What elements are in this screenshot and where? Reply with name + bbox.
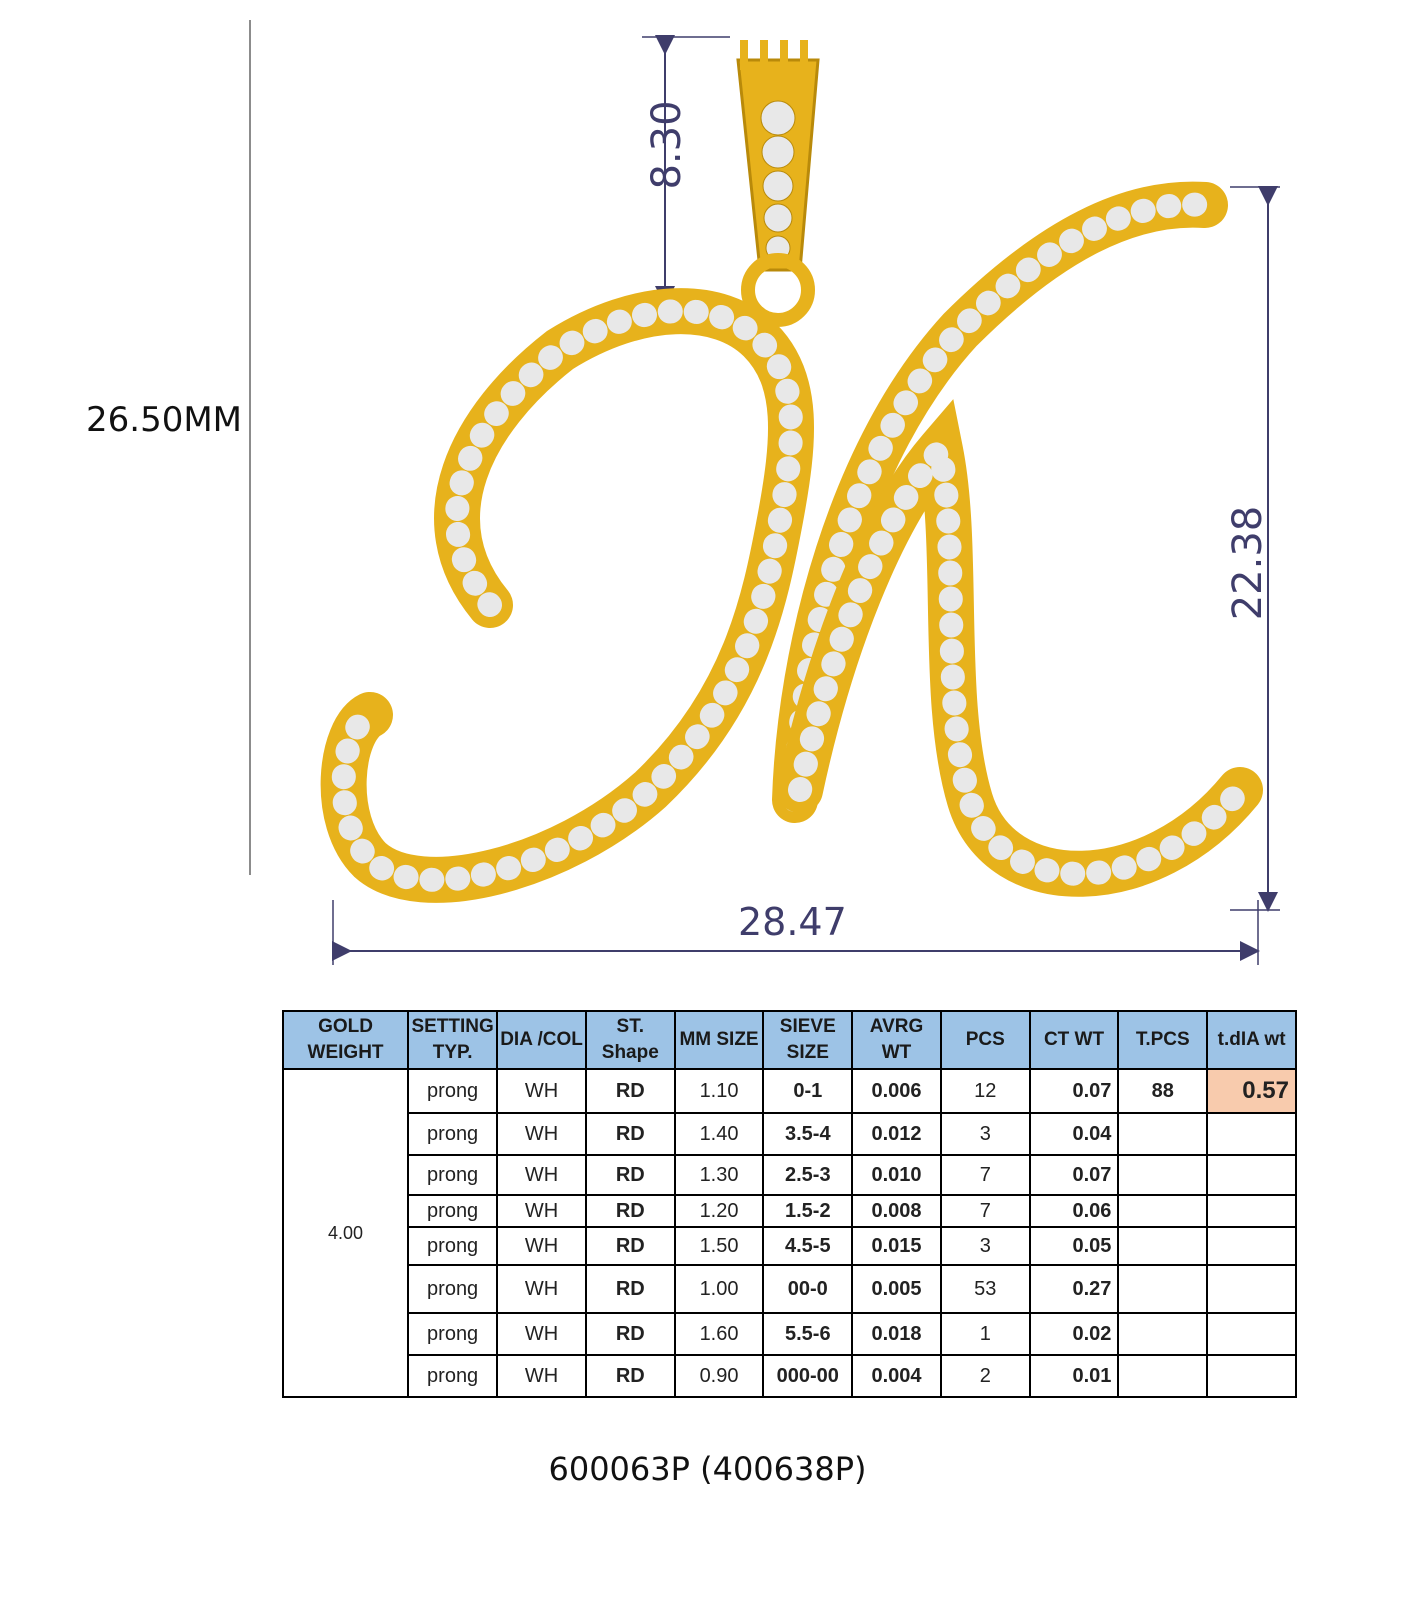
- color-cell: WH: [497, 1195, 586, 1227]
- color-cell: WH: [497, 1355, 586, 1397]
- sieve-cell: 5.5-6: [763, 1313, 852, 1355]
- empty-cell: [1118, 1155, 1207, 1195]
- avg-wt-cell: 0.010: [852, 1155, 941, 1195]
- color-cell: WH: [497, 1069, 586, 1113]
- header-dia-col: DIA /COL: [497, 1011, 586, 1069]
- pcs-cell: 12: [941, 1069, 1030, 1113]
- ct-wt-cell: 0.06: [1030, 1195, 1119, 1227]
- mm-size-cell: 1.10: [675, 1069, 764, 1113]
- mm-size-cell: 1.40: [675, 1113, 764, 1155]
- empty-cell: [1118, 1195, 1207, 1227]
- empty-cell: [1207, 1155, 1296, 1195]
- total-height-label: 26.50MM: [86, 400, 243, 440]
- empty-cell: [1118, 1227, 1207, 1265]
- shape-cell: RD: [586, 1113, 675, 1155]
- header-setting-type: SETTING TYP.: [408, 1011, 497, 1069]
- ct-wt-cell: 0.07: [1030, 1155, 1119, 1195]
- avg-wt-cell: 0.004: [852, 1355, 941, 1397]
- width-label: 28.47: [738, 900, 847, 944]
- header-mm-size: MM SIZE: [675, 1011, 764, 1069]
- empty-cell: [1118, 1113, 1207, 1155]
- color-cell: WH: [497, 1313, 586, 1355]
- table-row: [283, 1355, 1296, 1397]
- avg-wt-cell: 0.008: [852, 1195, 941, 1227]
- empty-cell: [1207, 1227, 1296, 1265]
- setting-cell: prong: [408, 1355, 497, 1397]
- mm-size-cell: 1.50: [675, 1227, 764, 1265]
- avg-wt-cell: 0.012: [852, 1113, 941, 1155]
- table-header-row: [283, 1011, 1296, 1069]
- empty-cell: [1118, 1265, 1207, 1313]
- setting-cell: prong: [408, 1313, 497, 1355]
- shape-cell: RD: [586, 1227, 675, 1265]
- pcs-cell: 7: [941, 1195, 1030, 1227]
- header-avrg-wt: AVRG WT: [852, 1011, 941, 1069]
- header-pcs: PCS: [941, 1011, 1030, 1069]
- avg-wt-cell: 0.006: [852, 1069, 941, 1113]
- setting-cell: prong: [408, 1155, 497, 1195]
- sieve-cell: 2.5-3: [763, 1155, 852, 1195]
- table-row: [283, 1113, 1296, 1155]
- letter-height-label: 22.38: [1225, 505, 1271, 621]
- sieve-cell: 4.5-5: [763, 1227, 852, 1265]
- pcs-cell: 3: [941, 1227, 1030, 1265]
- shape-cell: RD: [586, 1195, 675, 1227]
- setting-cell: prong: [408, 1227, 497, 1265]
- model-code: 600063P (400638P): [548, 1450, 867, 1488]
- setting-cell: prong: [408, 1195, 497, 1227]
- color-cell: WH: [497, 1113, 586, 1155]
- empty-cell: [1207, 1195, 1296, 1227]
- bail: [738, 40, 818, 320]
- total-pcs-cell: 88: [1118, 1069, 1207, 1113]
- empty-cell: [1118, 1355, 1207, 1397]
- sieve-cell: 1.5-2: [763, 1195, 852, 1227]
- avg-wt-cell: 0.005: [852, 1265, 941, 1313]
- table-row: [283, 1155, 1296, 1195]
- letter-m: [344, 205, 1240, 880]
- mm-size-cell: 1.30: [675, 1155, 764, 1195]
- pcs-cell: 53: [941, 1265, 1030, 1313]
- mm-size-cell: 1.00: [675, 1265, 764, 1313]
- sieve-cell: 00-0: [763, 1265, 852, 1313]
- color-cell: WH: [497, 1265, 586, 1313]
- setting-cell: prong: [408, 1113, 497, 1155]
- shape-cell: RD: [586, 1069, 675, 1113]
- ct-wt-cell: 0.02: [1030, 1313, 1119, 1355]
- sieve-cell: 000-00: [763, 1355, 852, 1397]
- table-row: [283, 1227, 1296, 1265]
- table-row: [283, 1195, 1296, 1227]
- bail-height-label: 8.30: [644, 100, 690, 190]
- header-gold-weight: GOLD WEIGHT: [283, 1011, 408, 1069]
- empty-cell: [1207, 1355, 1296, 1397]
- pcs-cell: 7: [941, 1155, 1030, 1195]
- avg-wt-cell: 0.018: [852, 1313, 941, 1355]
- header-ct-wt: CT WT: [1030, 1011, 1119, 1069]
- mm-size-cell: 1.60: [675, 1313, 764, 1355]
- header-total-pcs: T.PCS: [1118, 1011, 1207, 1069]
- ct-wt-cell: 0.07: [1030, 1069, 1119, 1113]
- sieve-cell: 3.5-4: [763, 1113, 852, 1155]
- sieve-cell: 0-1: [763, 1069, 852, 1113]
- mm-size-cell: 0.90: [675, 1355, 764, 1397]
- header-total-dia-wt: t.dIA wt: [1207, 1011, 1296, 1069]
- setting-cell: prong: [408, 1265, 497, 1313]
- gold-weight-cell: 4.00: [283, 1069, 408, 1397]
- pcs-cell: 2: [941, 1355, 1030, 1397]
- table-row: [283, 1069, 1296, 1113]
- pcs-cell: 1: [941, 1313, 1030, 1355]
- ct-wt-cell: 0.01: [1030, 1355, 1119, 1397]
- empty-cell: [1207, 1265, 1296, 1313]
- shape-cell: RD: [586, 1313, 675, 1355]
- shape-cell: RD: [586, 1265, 675, 1313]
- total-dia-wt-cell: 0.57: [1207, 1069, 1296, 1113]
- header-stone-shape: ST. Shape: [586, 1011, 675, 1069]
- avg-wt-cell: 0.015: [852, 1227, 941, 1265]
- header-sieve-size: SIEVE SIZE: [763, 1011, 852, 1069]
- empty-cell: [1118, 1313, 1207, 1355]
- ct-wt-cell: 0.27: [1030, 1265, 1119, 1313]
- ct-wt-cell: 0.05: [1030, 1227, 1119, 1265]
- shape-cell: RD: [586, 1155, 675, 1195]
- table-row: [283, 1313, 1296, 1355]
- color-cell: WH: [497, 1155, 586, 1195]
- specification-table: [282, 1010, 1297, 1398]
- table-row: [283, 1265, 1296, 1313]
- setting-cell: prong: [408, 1069, 497, 1113]
- ct-wt-cell: 0.04: [1030, 1113, 1119, 1155]
- pcs-cell: 3: [941, 1113, 1030, 1155]
- color-cell: WH: [497, 1227, 586, 1265]
- mm-size-cell: 1.20: [675, 1195, 764, 1227]
- empty-cell: [1207, 1113, 1296, 1155]
- shape-cell: RD: [586, 1355, 675, 1397]
- empty-cell: [1207, 1313, 1296, 1355]
